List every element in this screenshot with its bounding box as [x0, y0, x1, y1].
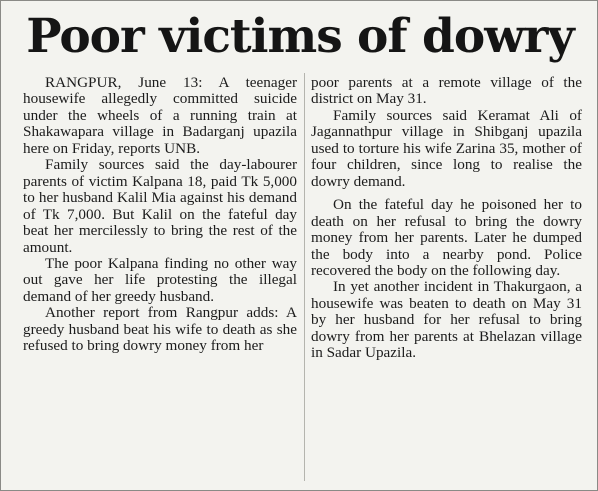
article-paragraph: In yet another incident in Thakurgaon, a housewife was beaten to death on May 31 by her husband for her refusal to bring dowry from her parents at Bhelazan village in Sadar Upazila. [311, 278, 582, 362]
article-paragraph: Family sources said Keramat Ali of Jagannathpur village in Shibganj upazila used to torture his wife Zarina 35, mother of four children, since long to realise the dowry demand. [311, 106, 582, 190]
article-paragraph: On the fateful day he poisoned her to death on her refusal to bring the dowry money from her parents. Later he dumped the body into a nearby pond. Police recovered the body on the following day. [311, 196, 582, 279]
article-paragraph: Another report from Rangpur adds: A greedy husband beat his wife to death as she refused to bring dowry money from her [23, 304, 297, 355]
article-paragraph: The poor Kalpana finding no other way out gave her life protesting the illegal demand of her greedy husband. [23, 254, 297, 305]
article-paragraph: RANGPUR, June 13: A teenager housewife allegedly committed suicide under the wheels of a running train at Shakawapara village in Badarganj upazila here on Friday, reports UNB. [23, 74, 297, 157]
headline: Poor victims of dowry [26, 9, 574, 64]
column-divider [304, 73, 305, 481]
article-column-right [311, 75, 582, 362]
article-paragraph: Family sources said the day-labourer parents of victim Kalpana 18, paid Tk 5,000 to her husband Kalil Mia against his demand of Tk 7,000. But Kalil on the fateful day beat her mercilessly to bring the rest of the amount. [23, 156, 297, 256]
article-column-left [23, 75, 297, 355]
article-paragraph: poor parents at a remote village of the district on May 31. [311, 74, 582, 108]
